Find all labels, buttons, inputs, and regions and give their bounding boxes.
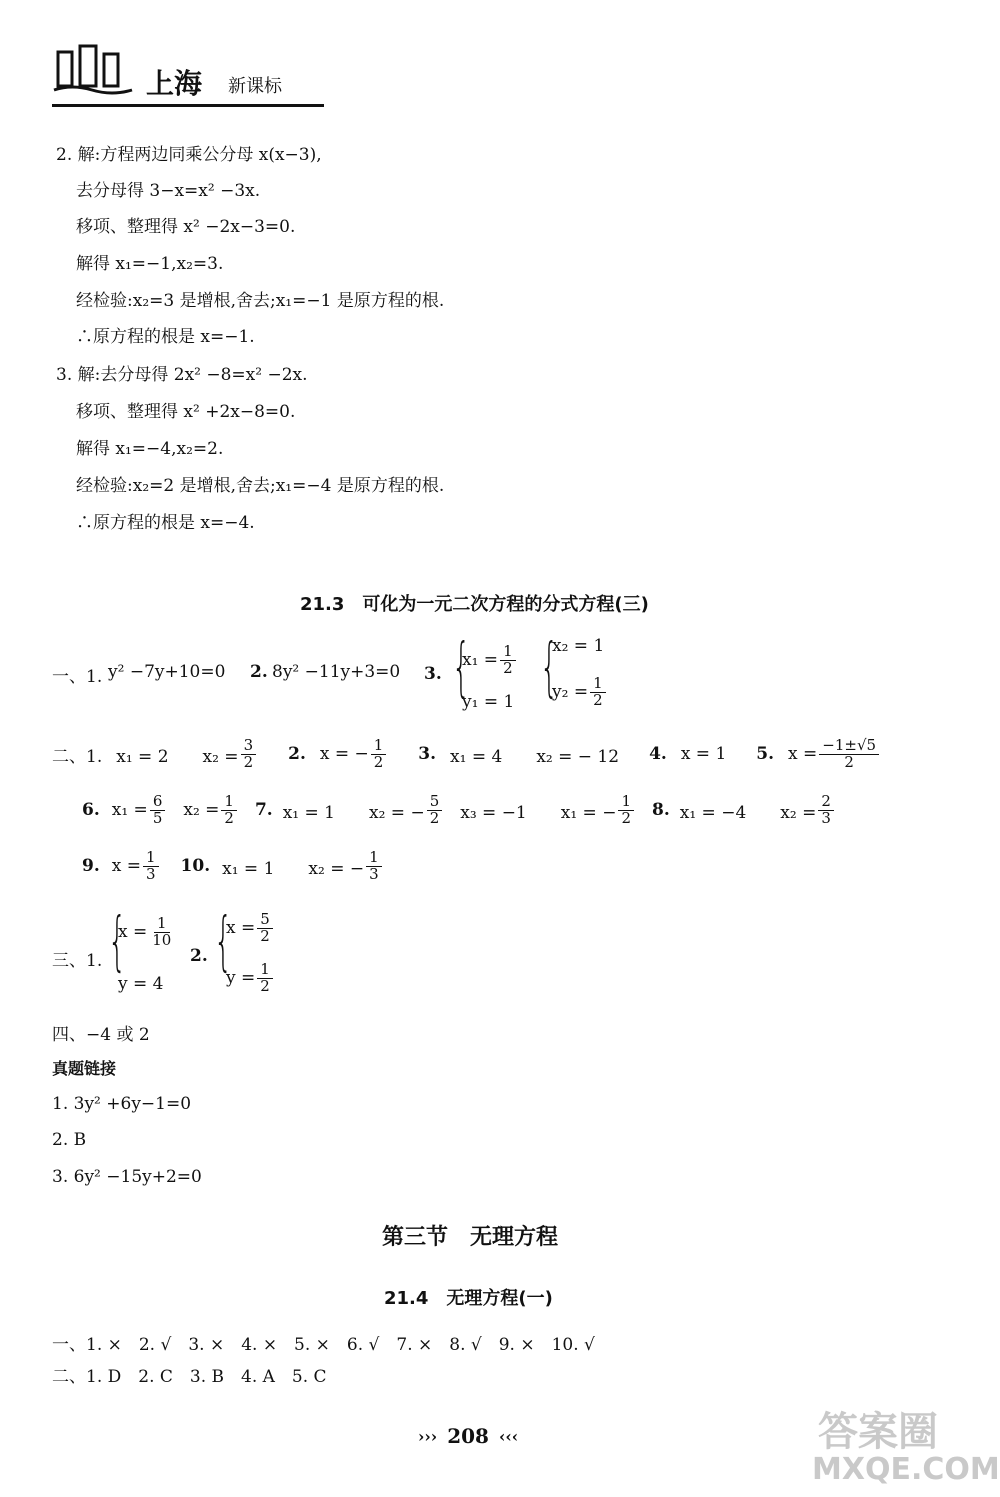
section-21-4-title: 21.4 无理方程(一)	[384, 1288, 553, 1309]
frac-den: 2	[593, 690, 603, 709]
part2-q9: x =	[111, 856, 141, 877]
frac-den: 2	[260, 926, 270, 945]
part2-prefix: 二、1.	[52, 746, 103, 767]
part3-sys1-x-lhs: x =	[118, 921, 148, 942]
part1-sys2-y-lhs: y₂ =	[552, 681, 589, 702]
part2-q7a-frac	[427, 794, 443, 827]
p3-line2: 移项、整理得 x² +2x−8=0.	[76, 402, 296, 422]
page-number: 208	[447, 1424, 489, 1448]
part1-sys1-x-frac	[500, 644, 516, 677]
frac-num: 5	[257, 912, 273, 929]
frac-num: 6	[150, 794, 166, 811]
part1-sys1-y: y₁ = 1	[462, 692, 515, 712]
part2-num2: 2.	[288, 744, 306, 765]
frac-den: 2	[503, 658, 513, 677]
frac-den: 2	[844, 752, 854, 771]
p2-line3: 移项、整理得 x² −2x−3=0.	[76, 217, 296, 237]
frac-num: 1	[366, 850, 382, 867]
part2-q7a: x₁ = 1 x₂ = −	[282, 802, 425, 823]
p3-line1: 3. 解:去分母得 2x² −8=x² −2x.	[56, 365, 308, 385]
header-rule	[52, 104, 324, 107]
frac-den: 3	[821, 808, 831, 827]
part2-q9-frac	[143, 850, 159, 883]
part2-q2-frac	[371, 738, 387, 771]
zhenti-answer2: 2. B	[52, 1130, 87, 1150]
part3-sys2-x-lhs: x =	[226, 917, 256, 938]
frac-den: 2	[243, 752, 254, 771]
part3-sys2-y-lhs: y =	[226, 967, 256, 988]
frac-den: 10	[152, 930, 172, 949]
frac-num: −1±√5	[819, 738, 879, 755]
frac-den: 3	[146, 864, 156, 883]
section-21-3-title: 21.3 可化为一元二次方程的分式方程(三)	[300, 594, 649, 615]
part2-row3	[82, 850, 384, 883]
frac-num: 1	[154, 916, 170, 933]
part1-num3: 3.	[424, 664, 442, 684]
part2-q4: x = 1	[680, 744, 727, 765]
part3-prefix: 三、1.	[52, 951, 103, 971]
p3-line4: 经检验:x₂=2 是增根,舍去;x₁=−4 是原方程的根.	[76, 476, 445, 496]
part2-num3: 3.	[418, 744, 437, 765]
part2-q7b: x₃ = −1 x₁ = −	[460, 802, 617, 823]
part2-q6b-frac	[221, 794, 237, 827]
part2-q3: x₁ = 4 x₂ = − 12	[450, 746, 620, 767]
frac-den: 2	[621, 808, 631, 827]
right-arrows-icon: ‹‹‹	[498, 1426, 519, 1446]
part3-sys1-x	[118, 916, 176, 949]
frac-den: 2	[260, 976, 270, 995]
part2-q1-frac	[241, 738, 257, 771]
watermark-text: 答案圈	[818, 1409, 938, 1455]
watermark-url: MXQE.COM	[812, 1452, 1000, 1487]
part2-q6a-frac	[150, 794, 166, 827]
part2-q10: x₁ = 1 x₂ = −	[222, 858, 365, 879]
part4-answer: 四、−4 或 2	[52, 1025, 150, 1045]
frac-num: 2	[818, 794, 834, 811]
frac-den: 2	[224, 808, 234, 827]
part2-q6b: x₂ =	[183, 800, 220, 821]
part2-q10-frac	[366, 850, 382, 883]
frac-den: 2	[429, 808, 440, 827]
part3-sys2-x-frac	[257, 912, 273, 945]
p3-line3: 解得 x₁=−4,x₂=2.	[76, 439, 224, 459]
frac-num: 1	[221, 794, 237, 811]
page-footer	[418, 1424, 518, 1448]
frac-num: 1	[371, 738, 387, 755]
frac-num: 3	[241, 738, 257, 755]
p3-line5: ∴原方程的根是 x=−4.	[76, 513, 255, 533]
part3-sys2-y	[226, 962, 275, 995]
part3-sys2-y-frac	[257, 962, 273, 995]
part3-sys1-x-frac	[149, 916, 174, 949]
part2-num8: 8.	[652, 800, 670, 821]
frac-num: 1	[143, 850, 159, 867]
part2-num7: 7.	[254, 800, 273, 821]
part1-sys2-x: x₂ = 1	[552, 636, 605, 656]
part2-row1	[52, 738, 881, 771]
part2-row2	[82, 794, 836, 827]
zhenti-answer3: 3. 6y² −15y+2=0	[52, 1167, 202, 1187]
section-3-title: 第三节 无理方程	[382, 1225, 559, 1250]
frac-num: 5	[427, 794, 443, 811]
part2-q8a-frac	[818, 794, 834, 827]
part2-num10: 10.	[180, 856, 211, 877]
part3-num2: 2.	[190, 946, 208, 966]
part2-q6a: x₁ =	[111, 800, 148, 821]
part1-answer2: 8y² −11y+3=0	[272, 662, 401, 682]
part2-q8a: x₁ = −4 x₂ =	[679, 802, 817, 823]
part2-q7b-frac	[618, 794, 634, 827]
part1-brace-2: {	[540, 631, 559, 705]
p2-line6: ∴原方程的根是 x=−1.	[76, 327, 255, 347]
part3-brace-2: {	[214, 905, 233, 979]
p2-line5: 经检验:x₂=3 是增根,舍去;x₁=−1 是原方程的根.	[76, 291, 445, 311]
part1-prefix: 一、1.	[52, 667, 103, 687]
frac-num: 1	[257, 962, 273, 979]
true-false-answers: 一、1. × 2. √ 3. × 4. × 5. × 6. √ 7. × 8. √ 9. × 10. √	[52, 1335, 595, 1355]
part1-sys2-y	[552, 676, 608, 709]
zhenti-title: 真题链接	[52, 1059, 117, 1078]
p2-line4: 解得 x₁=−1,x₂=3.	[76, 254, 224, 274]
part1-brace-1: {	[452, 631, 471, 705]
left-arrows-icon: ›››	[418, 1426, 438, 1446]
frac-num: 1	[590, 676, 606, 693]
frac-den: 2	[373, 752, 384, 771]
part2-num4: 4.	[649, 744, 667, 765]
part2-q2: x = −	[319, 744, 369, 765]
part1-answer1: y² −7y+10=0	[108, 662, 226, 682]
frac-num: 1	[618, 794, 634, 811]
part2-num9: 9.	[82, 856, 100, 877]
part2-q1: x₁ = 2 x₂ =	[116, 746, 239, 767]
p2-line1: 2. 解:方程两边同乘公分母 x(x−3),	[56, 145, 322, 165]
part2-q5: x =	[788, 744, 818, 765]
part1-sys2-y-frac	[590, 676, 606, 709]
header-logo	[52, 40, 142, 100]
part3-brace-1: {	[108, 905, 127, 979]
header-title: 上海	[146, 67, 203, 100]
header-subtitle: 新课标	[228, 76, 282, 97]
part2-q5-frac	[819, 738, 879, 771]
part2-num5: 5.	[756, 744, 775, 765]
frac-den: 3	[369, 864, 379, 883]
frac-den: 5	[152, 808, 163, 827]
multiple-choice-answers: 二、1. D 2. C 3. B 4. A 5. C	[52, 1367, 327, 1387]
part1-sys1-x-lhs: x₁ =	[462, 649, 499, 670]
p2-line2: 去分母得 3−x=x² −3x.	[76, 181, 261, 201]
zhenti-answer1: 1. 3y² +6y−1=0	[52, 1094, 192, 1114]
part2-num6: 6.	[82, 800, 100, 821]
part1-sys1-x	[462, 644, 518, 677]
frac-num: 1	[500, 644, 516, 661]
part3-sys1-y: y = 4	[118, 974, 164, 994]
part1-num2: 2.	[250, 662, 268, 682]
part3-sys2-x	[226, 912, 275, 945]
